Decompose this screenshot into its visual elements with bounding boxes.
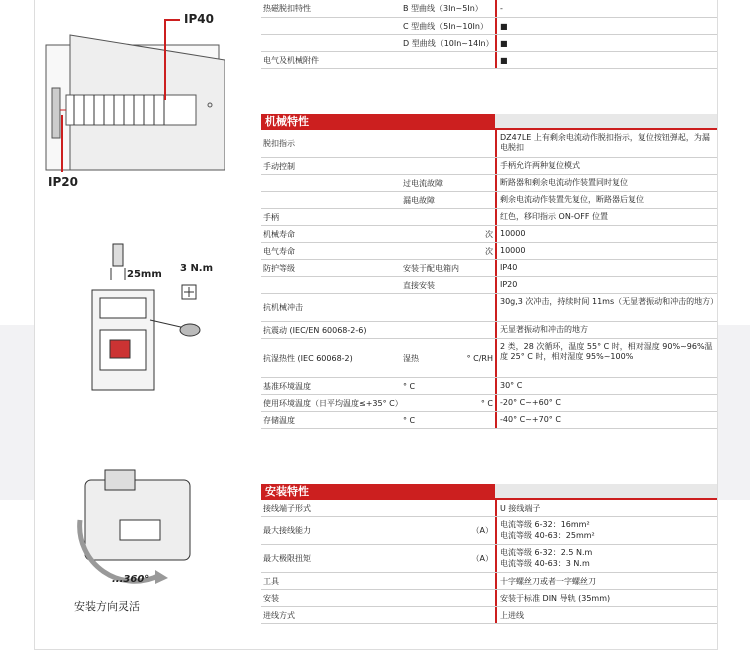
- row-sublabel: C 型曲线（5In~10In）: [403, 22, 488, 31]
- table-row: [261, 52, 717, 69]
- table-row: [261, 35, 717, 52]
- table-row: [261, 573, 717, 590]
- table-row: [261, 294, 717, 322]
- row-sublabel: 漏电故障: [403, 196, 435, 205]
- table-row: [261, 243, 717, 260]
- table-row: [261, 590, 717, 607]
- row-label: 手柄: [263, 213, 279, 222]
- distribution-box-illustration: [46, 35, 225, 170]
- table-row: [261, 158, 717, 175]
- row-value: -: [500, 4, 503, 13]
- table-row: [261, 339, 717, 378]
- row-value: 10000: [500, 246, 526, 255]
- row-value: 电流等级 6-32：16mm²: [500, 520, 590, 529]
- table-row: [261, 209, 717, 226]
- row-label: 防护等级: [263, 264, 295, 273]
- row-value: 红色，移印指示 ON-OFF 位置: [500, 212, 608, 221]
- row-sublabel: 安装于配电箱内: [403, 264, 459, 273]
- row-sublabel: 过电流故障: [403, 179, 443, 188]
- row-value: -40° C~+70° C: [500, 415, 561, 424]
- row-label: 进线方式: [263, 611, 295, 620]
- table-row: [261, 192, 717, 209]
- row-value: 30° C: [500, 381, 523, 390]
- table-row: [261, 545, 717, 573]
- row-value: IP20: [500, 280, 518, 289]
- table-installation: [261, 484, 717, 624]
- dimension-label: 25mm: [127, 269, 162, 280]
- table-row: [261, 395, 717, 412]
- row-label: 接线端子形式: [263, 504, 311, 513]
- table-row: [261, 130, 717, 158]
- row-value: IP40: [500, 263, 518, 272]
- row-unit: 次: [485, 230, 493, 239]
- row-value: DZ47LE 上有剩余电流动作脱扣指示，复位按钮弹起，为漏电脱扣: [500, 133, 710, 152]
- table-row: [261, 277, 717, 294]
- row-unit: 次: [485, 247, 493, 256]
- row-unit: （A）: [471, 554, 493, 563]
- row-label: 电气寿命: [263, 247, 295, 256]
- table-row: [261, 226, 717, 243]
- ip40-label: IP40: [184, 12, 214, 26]
- row-sublabel: 湿热: [403, 354, 419, 363]
- rotation-illustration: [80, 470, 190, 584]
- section-title: 机械特性: [261, 114, 495, 130]
- row-label: 热磁脱扣特性: [263, 4, 311, 13]
- row-unit: ° C: [480, 399, 493, 408]
- row-label: 抗湿热性 (IEC 60068-2): [263, 354, 353, 363]
- table-row: [261, 500, 717, 517]
- row-value: 上进线: [500, 611, 524, 620]
- row-sublabel: 直接安装: [403, 281, 435, 290]
- section-header: [261, 484, 717, 500]
- row-value: 剩余电流动作装置先复位，断路器后复位: [500, 195, 644, 204]
- row-value: 十字螺丝刀或者一字螺丝刀: [500, 577, 596, 586]
- row-value: 电流等级 40-63：25mm²: [500, 531, 595, 540]
- row-value: 电流等级 6-32：2.5 N.m: [500, 548, 593, 557]
- section-title: 安装特性: [261, 484, 495, 500]
- rotation-label: ...360°: [112, 574, 150, 585]
- table-row: [261, 0, 717, 18]
- table-row: [261, 607, 717, 624]
- row-sublabel: D 型曲线（10In~14In）: [403, 39, 494, 48]
- table-row: [261, 322, 717, 339]
- row-value: U 接线端子: [500, 504, 541, 513]
- ip20-label: IP20: [48, 175, 78, 189]
- row-value: 断路器和剩余电流动作装置同时复位: [500, 178, 628, 187]
- row-label: 抗机械冲击: [263, 303, 303, 312]
- row-sublabel: B 型曲线（3In~5In）: [403, 4, 483, 13]
- row-label: 工具: [263, 577, 279, 586]
- section-header: [261, 114, 717, 130]
- row-label: 安装: [263, 594, 279, 603]
- row-value: 10000: [500, 229, 526, 238]
- table-mechanical: [261, 114, 717, 429]
- table-row: [261, 18, 717, 35]
- torque-label: 3 N.m: [180, 263, 214, 274]
- row-label: 最大接线能力: [263, 526, 311, 535]
- table-row: [261, 260, 717, 277]
- row-value: -20° C~+60° C: [500, 398, 561, 407]
- mechanical-rows: [261, 130, 717, 429]
- row-sublabel: ° C: [403, 416, 416, 425]
- rotation-caption: 安装方向灵活: [74, 600, 140, 613]
- table-row: [261, 378, 717, 395]
- row-label: 基准环境温度: [263, 382, 311, 391]
- row-value: ■: [500, 22, 508, 31]
- row-unit: ° C/RH: [466, 354, 493, 363]
- row-label: 存储温度: [263, 416, 295, 425]
- row-label: 电气及机械附件: [263, 56, 319, 65]
- table-row: [261, 517, 717, 545]
- row-sublabel: ° C: [403, 382, 416, 391]
- row-label: 机械寿命: [263, 230, 295, 239]
- row-value: 电流等级 40-63：3 N.m: [500, 559, 590, 568]
- row-value: 安装于标准 DIN 导轨 (35mm): [500, 594, 611, 603]
- row-label: 抗震动 (IEC/EN 60068-2-6): [263, 326, 367, 335]
- table-row: [261, 175, 717, 192]
- row-label: 手动控制: [263, 162, 295, 171]
- installation-rows: [261, 500, 717, 624]
- row-label: 使用环境温度（日平均温度≤+35° C）: [263, 399, 403, 408]
- table-top: [261, 0, 717, 69]
- table-row: [261, 412, 717, 429]
- row-label: 最大极限扭矩: [263, 554, 311, 563]
- row-label: 脱扣指示: [263, 139, 295, 148]
- row-value: ■: [500, 39, 508, 48]
- row-value: 手柄允许两种复位模式: [500, 161, 580, 170]
- row-value: 无显著振动和冲击的地方: [500, 325, 588, 334]
- illustrations-column: [0, 0, 225, 650]
- row-value: 30g,3 次冲击，持续时间 11ms（无显著振动和冲击的地方）: [500, 297, 719, 306]
- illustrations-svg: [0, 0, 225, 650]
- row-value: ■: [500, 56, 508, 65]
- row-value: 2 类，28 次循环，温度 55° C 时，相对湿度 90%~96%温度 25° C 时，相对湿度 95%~100%: [500, 342, 713, 361]
- row-unit: （A）: [471, 526, 493, 535]
